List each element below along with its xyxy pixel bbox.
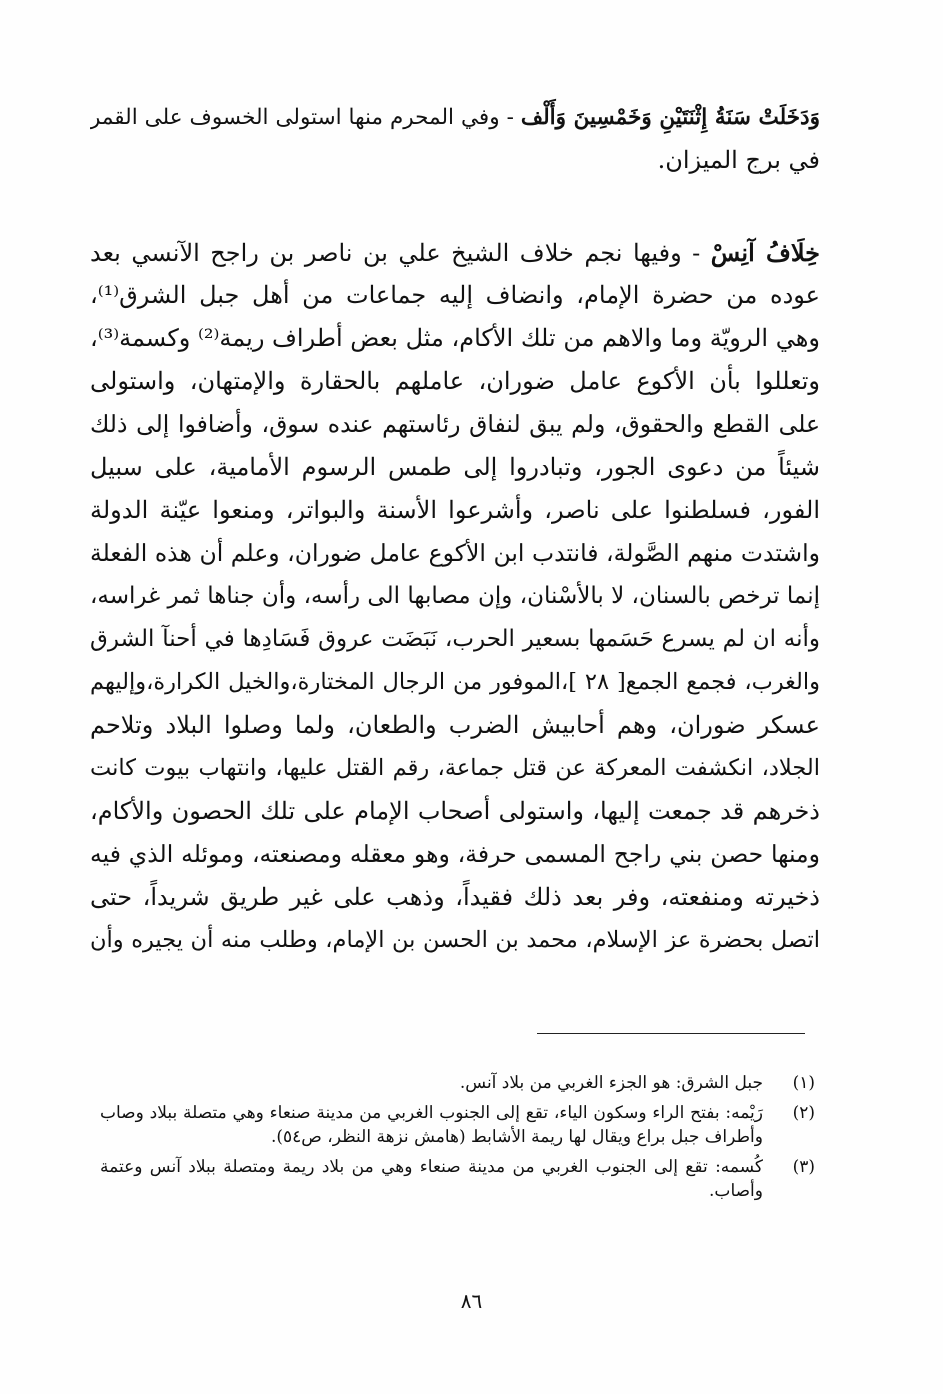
paragraph-line: واشتدت منهم الصَّولة، فانتدب ابن الأكوع عامل ضوران، وعلم أن هذه الفعلة <box>90 539 820 567</box>
footnote-text: كُسمه: تقع إلى الجنوب الغربي من مدينة صنعاء وهي من بلاد ريمة ومتصلة ببلاد آنس وعتمة وأصاب. <box>100 1157 763 1201</box>
paragraph-line: ومنها حصن بني راجح المسمى حرفة، وهو معقله ومصنعته، وموئله الذي فيه <box>90 840 820 868</box>
footnote-text: جبل الشرق: هو الجزء الغربي من بلاد آنس. <box>459 1073 763 1093</box>
paragraph-heading: وَدَخَلَتْ سَنَةُ إِثْنَتَيْنِ وَخَمْسِينَ وَأَلْف <box>520 105 820 130</box>
footnote-text: رَيْمه: بفتح الراء وسكون الياء، تقع إلى الجنوب الغربي من مدينة صنعاء وهي متصلة ببلاد وصاب وأطراف جبل براع ويقال لها ريمة الأشابط (هامش نزهة النظر، ص٥٤). <box>100 1103 763 1147</box>
paragraph-line: الجلاد، انكشفت المعركة عن قتل جماعة، رقم القتل عليها، وانتهاب بيوت كانت <box>90 755 820 781</box>
paragraph-heading: خِلَافُ آنِسْ <box>710 238 820 267</box>
paragraph-line: إنما ترخص بالسنان، لا بالأسْنان، وإن مصابها الى رأسه، وأن جناها ثمر غراسه، <box>90 583 820 609</box>
paragraph-line: ذخرهم قد جمعت إليها، واستولى أصحاب الإمام على تلك الحصون والأكام، <box>90 797 820 825</box>
paragraph-line: في برج الميزان. <box>657 146 820 174</box>
paragraph-line: والغرب، فجمع الجمع[ ٢٨ ]،الموفور من الرجال المختارة،والخيل الكرارة،وإليهم <box>90 669 820 695</box>
paragraph-line: ذخيرته ومنفعته، وفر بعد ذلك فقيداً، وذهب على غير طريق شريداً، حتى <box>90 883 820 911</box>
paragraph-line: خِلَافُ آنِسْ - وفيها نجم خلاف الشيخ علي بن ناصر بن راجح الآنسي بعد <box>90 238 820 267</box>
footnote-1 <box>100 1071 815 1095</box>
footnotes <box>100 1071 815 1209</box>
footnote-number: (٣) <box>792 1157 815 1177</box>
footnote-2 <box>100 1101 815 1149</box>
paragraph-line: عسكر ضوران، وهم أحابيش الضرب والطعان، ولما وصلوا البلاد وتلاحم <box>90 711 820 739</box>
footnote-3 <box>100 1155 815 1203</box>
paragraph-line: وهي الرويّة وما والاهم من تلك الأكام، مثل بعض أطراف ريمة⁽²⁾ وكسمة⁽³⁾، <box>90 324 820 352</box>
footnote-number: (١) <box>792 1073 815 1093</box>
paragraph-line: وأنه ان لم يسرع حَسَمها بسعير الحرب، نَبَضَت عروق فَسَادِها في أحنآ الشرق <box>90 626 820 652</box>
paragraph-line: شيئاً من دعوى الجور، وتبادروا إلى طمس الرسوم الأمامية، على سبيل <box>90 453 820 481</box>
paragraph-line: اتصل بحضرة عز الإسلام، محمد بن الحسن بن الإمام، وطلب منه أن يجيره وأن <box>90 927 820 953</box>
paragraph-year-1052 <box>90 96 820 182</box>
paragraph-line: وتعللوا بأن الأكوع عامل ضوران، عاملهم بالحقارة والإمتهان، واستولى <box>90 367 820 395</box>
footnote-divider <box>537 1033 805 1034</box>
paragraph-line: الفور، فسلطنوا على ناصر، وأشرعوا الأسنة والبواتر، ومنعوا عيّنة الدولة <box>90 496 820 524</box>
paragraph-line: عوده من حضرة الإمام، وانضاف إليه جماعات من أهل جبل الشرق⁽¹⁾، <box>90 281 820 309</box>
page-number: ٨٦ <box>460 1289 483 1313</box>
footnote-number: (٢) <box>792 1103 815 1123</box>
paragraph-anis-dispute <box>90 231 820 962</box>
paragraph-line: وَدَخَلَتْ سَنَةُ إِثْنَتَيْنِ وَخَمْسِينَ وَأَلْف - وفي المحرم منها استولى الخسوف على القمر <box>90 105 820 130</box>
paragraph-line: على القطع والحقوق، ولم يبق لنفاق رئاستهم عنده سوق، وأضافوا إلى ذلك <box>90 410 820 438</box>
